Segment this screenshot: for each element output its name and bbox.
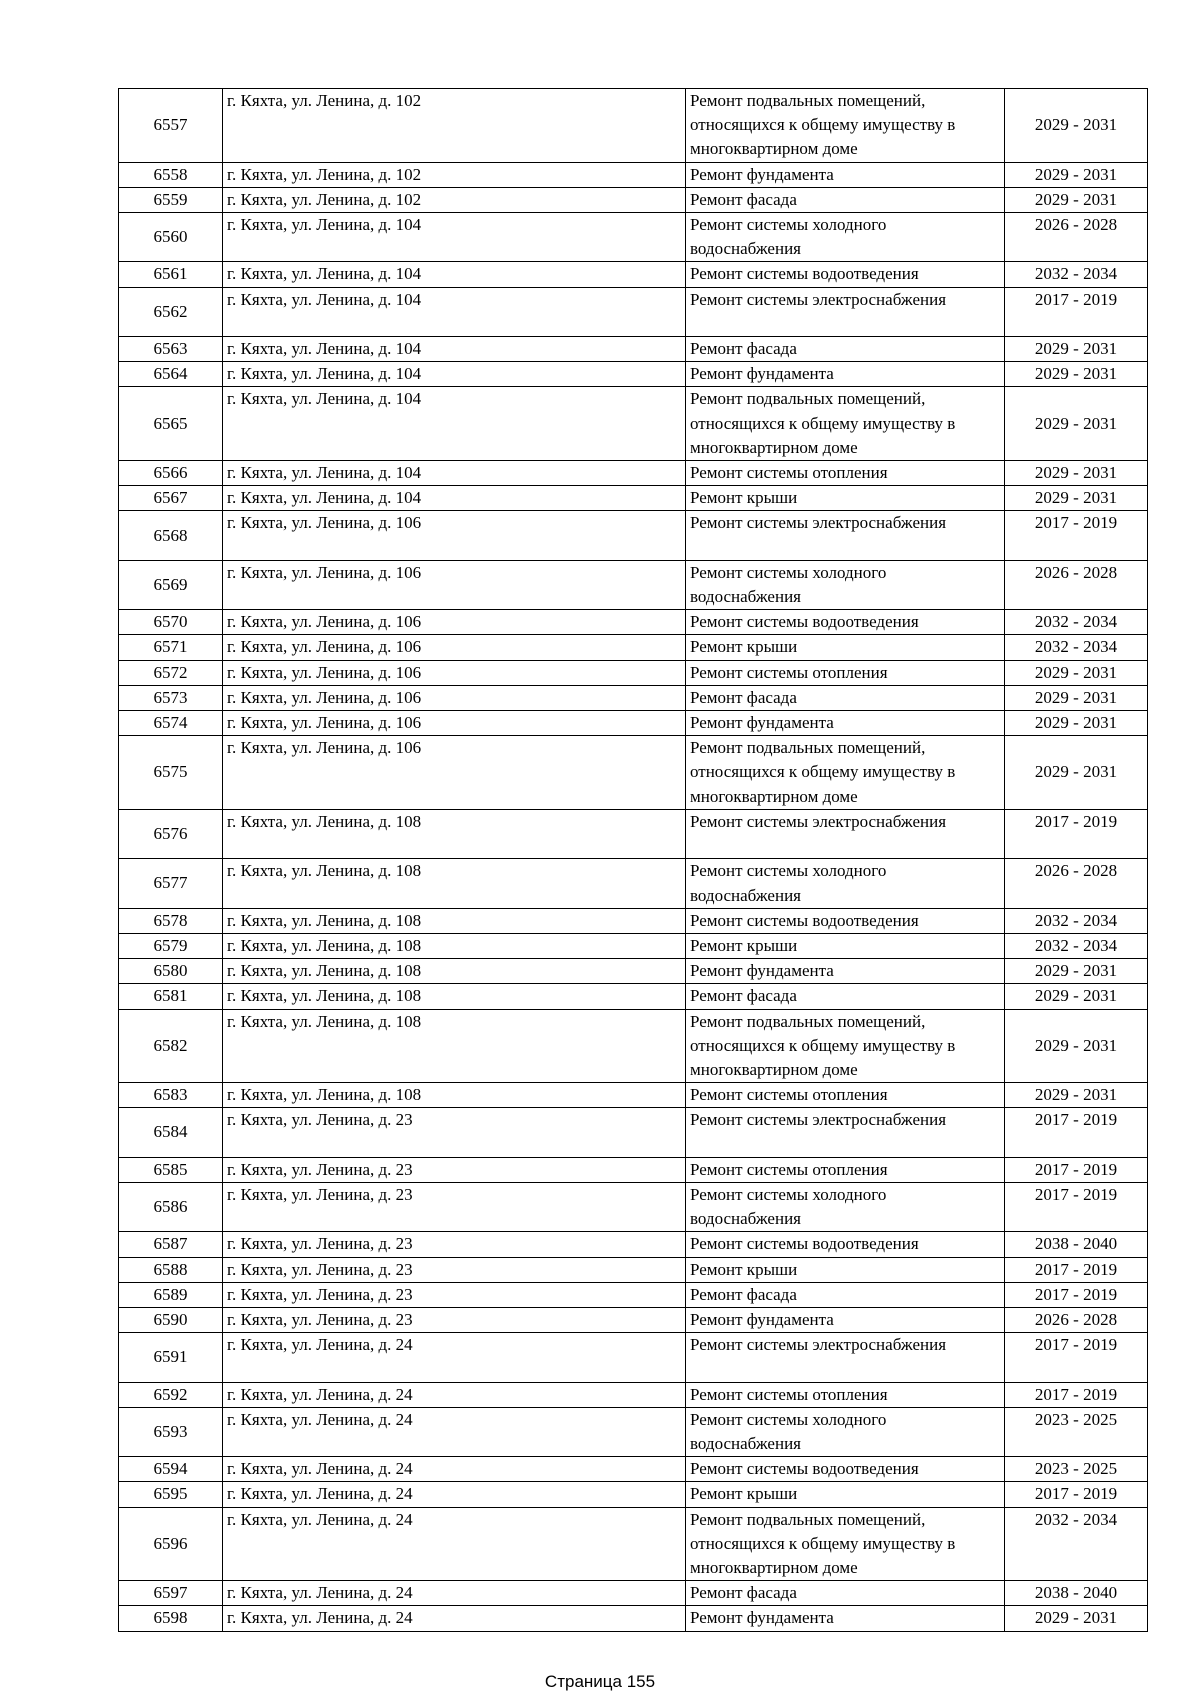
period-cell: 2029 - 2031 <box>1005 1083 1148 1108</box>
work-type-line: водоснабжения <box>690 1433 801 1453</box>
address-cell: г. Кяхта, ул. Ленина, д. 102 <box>223 162 686 187</box>
address-cell: г. Кяхта, ул. Ленина, д. 23 <box>223 1307 686 1332</box>
work-type-line: Ремонт системы отопления <box>690 1159 888 1179</box>
table-row <box>119 1182 1148 1231</box>
period-cell: 2017 - 2019 <box>1005 1182 1148 1231</box>
row-number: 6567 <box>119 486 223 511</box>
address-cell: г. Кяхта, ул. Ленина, д. 24 <box>223 1407 686 1456</box>
address-cell: г. Кяхта, ул. Ленина, д. 23 <box>223 1257 686 1282</box>
period-cell: 2029 - 2031 <box>1005 162 1148 187</box>
work-type-cell <box>686 711 1005 736</box>
table-row <box>119 610 1148 635</box>
work-type-cell <box>686 287 1005 336</box>
work-type-line: Ремонт системы отопления <box>690 463 888 483</box>
table-row <box>119 1157 1148 1182</box>
work-type-cell <box>686 959 1005 984</box>
table-row <box>119 187 1148 212</box>
period-cell: 2029 - 2031 <box>1005 711 1148 736</box>
work-type-line: относящихся к общему имуществу в <box>690 762 956 782</box>
work-type-line: многоквартирном доме <box>690 1059 858 1079</box>
row-number: 6571 <box>119 635 223 660</box>
period-cell: 2029 - 2031 <box>1005 685 1148 710</box>
table-row <box>119 1382 1148 1407</box>
period-cell: 2038 - 2040 <box>1005 1581 1148 1606</box>
row-number: 6569 <box>119 560 223 609</box>
period-cell: 2032 - 2034 <box>1005 1507 1148 1581</box>
address-cell: г. Кяхта, ул. Ленина, д. 24 <box>223 1382 686 1407</box>
work-type-line: водоснабжения <box>690 885 801 905</box>
table-row <box>119 635 1148 660</box>
address-cell: г. Кяхта, ул. Ленина, д. 24 <box>223 1457 686 1482</box>
work-type-cell <box>686 337 1005 362</box>
address-cell: г. Кяхта, ул. Ленина, д. 23 <box>223 1232 686 1257</box>
period-cell: 2029 - 2031 <box>1005 1009 1148 1083</box>
address-cell: г. Кяхта, ул. Ленина, д. 104 <box>223 262 686 287</box>
row-number: 6591 <box>119 1333 223 1382</box>
work-type-cell <box>686 809 1005 858</box>
address-cell: г. Кяхта, ул. Ленина, д. 24 <box>223 1581 686 1606</box>
row-number: 6585 <box>119 1157 223 1182</box>
row-number: 6568 <box>119 511 223 560</box>
table-row <box>119 1482 1148 1507</box>
work-type-cell <box>686 685 1005 710</box>
period-cell: 2029 - 2031 <box>1005 362 1148 387</box>
work-type-cell <box>686 1282 1005 1307</box>
table-row <box>119 859 1148 908</box>
address-cell: г. Кяхта, ул. Ленина, д. 108 <box>223 933 686 958</box>
work-type-line: многоквартирном доме <box>690 1557 858 1577</box>
work-type-line: Ремонт системы водоотведения <box>690 910 919 930</box>
work-type-cell <box>686 908 1005 933</box>
work-type-line: Ремонт системы электроснабжения <box>690 1110 947 1130</box>
work-type-line: Ремонт фундамента <box>690 364 834 384</box>
work-type-line: Ремонт фундамента <box>690 1309 834 1329</box>
work-type-line: Ремонт фундамента <box>690 961 834 981</box>
work-type-line: Ремонт системы отопления <box>690 1384 888 1404</box>
work-type-cell <box>686 635 1005 660</box>
table-row <box>119 959 1148 984</box>
work-type-line: Ремонт системы отопления <box>690 662 888 682</box>
address-cell: г. Кяхта, ул. Ленина, д. 24 <box>223 1333 686 1382</box>
work-type-line: Ремонт системы холодного <box>690 1409 887 1429</box>
row-number: 6562 <box>119 287 223 336</box>
period-cell: 2023 - 2025 <box>1005 1407 1148 1456</box>
row-number: 6575 <box>119 736 223 810</box>
row-number: 6563 <box>119 337 223 362</box>
work-type-line: Ремонт фасада <box>690 339 797 359</box>
period-cell: 2017 - 2019 <box>1005 1333 1148 1382</box>
address-cell: г. Кяхта, ул. Ленина, д. 23 <box>223 1108 686 1157</box>
period-cell: 2029 - 2031 <box>1005 486 1148 511</box>
table-row <box>119 262 1148 287</box>
work-type-line: Ремонт системы электроснабжения <box>690 289 947 309</box>
row-number: 6592 <box>119 1382 223 1407</box>
work-type-line: относящихся к общему имуществу в <box>690 115 956 135</box>
work-type-cell <box>686 1606 1005 1631</box>
period-cell: 2023 - 2025 <box>1005 1457 1148 1482</box>
work-type-line: Ремонт системы водоотведения <box>690 1234 919 1254</box>
address-cell: г. Кяхта, ул. Ленина, д. 106 <box>223 660 686 685</box>
row-number: 6598 <box>119 1606 223 1631</box>
period-cell: 2029 - 2031 <box>1005 984 1148 1009</box>
table-row <box>119 1083 1148 1108</box>
address-cell: г. Кяхта, ул. Ленина, д. 106 <box>223 511 686 560</box>
work-type-line: относящихся к общему имуществу в <box>690 1035 956 1055</box>
table-row <box>119 984 1148 1009</box>
row-number: 6574 <box>119 711 223 736</box>
work-type-line: Ремонт крыши <box>690 935 798 955</box>
work-type-cell <box>686 162 1005 187</box>
period-cell: 2029 - 2031 <box>1005 660 1148 685</box>
work-type-cell <box>686 1507 1005 1581</box>
row-number: 6586 <box>119 1182 223 1231</box>
work-type-line: Ремонт системы холодного <box>690 861 887 881</box>
table-row <box>119 89 1148 163</box>
period-cell: 2026 - 2028 <box>1005 213 1148 262</box>
repair-schedule-table <box>118 88 1148 1632</box>
work-type-line: Ремонт системы холодного <box>690 1184 887 1204</box>
address-cell: г. Кяхта, ул. Ленина, д. 104 <box>223 287 686 336</box>
address-cell: г. Кяхта, ул. Ленина, д. 24 <box>223 1606 686 1631</box>
table-row <box>119 337 1148 362</box>
address-cell: г. Кяхта, ул. Ленина, д. 104 <box>223 461 686 486</box>
address-cell: г. Кяхта, ул. Ленина, д. 106 <box>223 635 686 660</box>
period-cell: 2038 - 2040 <box>1005 1232 1148 1257</box>
work-type-cell <box>686 1182 1005 1231</box>
period-cell: 2029 - 2031 <box>1005 89 1148 163</box>
row-number: 6559 <box>119 187 223 212</box>
table-row <box>119 1108 1148 1157</box>
table-row <box>119 711 1148 736</box>
work-type-line: Ремонт фундамента <box>690 1608 834 1628</box>
work-type-line: Ремонт крыши <box>690 1484 798 1504</box>
row-number: 6597 <box>119 1581 223 1606</box>
work-type-line: Ремонт подвальных помещений, <box>690 1509 926 1529</box>
table-row <box>119 1507 1148 1581</box>
period-cell: 2026 - 2028 <box>1005 859 1148 908</box>
work-type-line: Ремонт системы электроснабжения <box>690 1335 947 1355</box>
work-type-line: Ремонт подвальных помещений, <box>690 1011 926 1031</box>
table-row <box>119 809 1148 858</box>
work-type-line: Ремонт системы водоотведения <box>690 612 919 632</box>
work-type-line: относящихся к общему имуществу в <box>690 413 956 433</box>
period-cell: 2029 - 2031 <box>1005 736 1148 810</box>
work-type-line: Ремонт системы холодного <box>690 215 887 235</box>
work-type-line: Ремонт крыши <box>690 1259 798 1279</box>
work-type-cell <box>686 660 1005 685</box>
row-number: 6558 <box>119 162 223 187</box>
work-type-cell <box>686 1457 1005 1482</box>
address-cell: г. Кяхта, ул. Ленина, д. 108 <box>223 859 686 908</box>
row-number: 6566 <box>119 461 223 486</box>
work-type-line: многоквартирном доме <box>690 437 858 457</box>
work-type-line: Ремонт системы водоотведения <box>690 264 919 284</box>
table-row <box>119 1606 1148 1631</box>
work-type-line: Ремонт подвальных помещений, <box>690 91 926 110</box>
row-number: 6590 <box>119 1307 223 1332</box>
work-type-line: Ремонт фундамента <box>690 713 834 733</box>
work-type-cell <box>686 213 1005 262</box>
address-cell: г. Кяхта, ул. Ленина, д. 108 <box>223 908 686 933</box>
period-cell: 2032 - 2034 <box>1005 262 1148 287</box>
row-number: 6561 <box>119 262 223 287</box>
work-type-cell <box>686 1108 1005 1157</box>
work-type-cell <box>686 387 1005 461</box>
table-row <box>119 461 1148 486</box>
row-number: 6579 <box>119 933 223 958</box>
address-cell: г. Кяхта, ул. Ленина, д. 104 <box>223 213 686 262</box>
table-row <box>119 1009 1148 1083</box>
work-type-cell <box>686 1009 1005 1083</box>
table-row <box>119 1282 1148 1307</box>
row-number: 6577 <box>119 859 223 908</box>
table-row <box>119 933 1148 958</box>
work-type-line: многоквартирном доме <box>690 786 858 806</box>
work-type-cell <box>686 511 1005 560</box>
table-row <box>119 685 1148 710</box>
table-row <box>119 908 1148 933</box>
work-type-cell <box>686 984 1005 1009</box>
table-row <box>119 1232 1148 1257</box>
period-cell: 2032 - 2034 <box>1005 908 1148 933</box>
row-number: 6596 <box>119 1507 223 1581</box>
period-cell: 2017 - 2019 <box>1005 1282 1148 1307</box>
work-type-cell <box>686 610 1005 635</box>
work-type-cell <box>686 1083 1005 1108</box>
work-type-cell <box>686 1307 1005 1332</box>
work-type-cell <box>686 461 1005 486</box>
row-number: 6565 <box>119 387 223 461</box>
table-body <box>119 89 1148 1632</box>
work-type-line: Ремонт крыши <box>690 488 798 508</box>
address-cell: г. Кяхта, ул. Ленина, д. 106 <box>223 610 686 635</box>
work-type-line: многоквартирном доме <box>690 139 858 159</box>
table-row <box>119 287 1148 336</box>
row-number: 6583 <box>119 1083 223 1108</box>
work-type-line: Ремонт фасада <box>690 189 797 209</box>
period-cell: 2017 - 2019 <box>1005 809 1148 858</box>
work-type-cell <box>686 1407 1005 1456</box>
address-cell: г. Кяхта, ул. Ленина, д. 23 <box>223 1182 686 1231</box>
address-cell: г. Кяхта, ул. Ленина, д. 108 <box>223 984 686 1009</box>
work-type-line: Ремонт фасада <box>690 687 797 707</box>
work-type-cell <box>686 859 1005 908</box>
work-type-line: Ремонт системы водоотведения <box>690 1459 919 1479</box>
period-cell: 2017 - 2019 <box>1005 511 1148 560</box>
work-type-line: Ремонт фасада <box>690 1284 797 1304</box>
work-type-line: Ремонт подвальных помещений, <box>690 389 926 409</box>
row-number: 6572 <box>119 660 223 685</box>
table-row <box>119 511 1148 560</box>
work-type-line: Ремонт фасада <box>690 1583 797 1603</box>
table-row <box>119 560 1148 609</box>
work-type-cell <box>686 1581 1005 1606</box>
address-cell: г. Кяхта, ул. Ленина, д. 108 <box>223 959 686 984</box>
table-row <box>119 1581 1148 1606</box>
row-number: 6593 <box>119 1407 223 1456</box>
work-type-cell <box>686 1333 1005 1382</box>
address-cell: г. Кяхта, ул. Ленина, д. 104 <box>223 387 686 461</box>
row-number: 6582 <box>119 1009 223 1083</box>
address-cell: г. Кяхта, ул. Ленина, д. 106 <box>223 560 686 609</box>
address-cell: г. Кяхта, ул. Ленина, д. 108 <box>223 1009 686 1083</box>
period-cell: 2017 - 2019 <box>1005 287 1148 336</box>
table-row <box>119 387 1148 461</box>
period-cell: 2026 - 2028 <box>1005 560 1148 609</box>
address-cell: г. Кяхта, ул. Ленина, д. 104 <box>223 486 686 511</box>
table-row <box>119 1457 1148 1482</box>
period-cell: 2029 - 2031 <box>1005 1606 1148 1631</box>
row-number: 6578 <box>119 908 223 933</box>
address-cell: г. Кяхта, ул. Ленина, д. 23 <box>223 1157 686 1182</box>
address-cell: г. Кяхта, ул. Ленина, д. 106 <box>223 711 686 736</box>
period-cell: 2032 - 2034 <box>1005 635 1148 660</box>
work-type-line: водоснабжения <box>690 587 801 607</box>
table-row <box>119 486 1148 511</box>
work-type-cell <box>686 187 1005 212</box>
period-cell: 2029 - 2031 <box>1005 461 1148 486</box>
period-cell: 2017 - 2019 <box>1005 1382 1148 1407</box>
work-type-cell <box>686 560 1005 609</box>
row-number: 6581 <box>119 984 223 1009</box>
table-row <box>119 362 1148 387</box>
work-type-cell <box>686 1482 1005 1507</box>
period-cell: 2017 - 2019 <box>1005 1482 1148 1507</box>
work-type-cell <box>686 1382 1005 1407</box>
row-number: 6573 <box>119 685 223 710</box>
work-type-cell <box>686 933 1005 958</box>
address-cell: г. Кяхта, ул. Ленина, д. 104 <box>223 362 686 387</box>
work-type-cell <box>686 736 1005 810</box>
table-row <box>119 1407 1148 1456</box>
work-type-cell <box>686 1157 1005 1182</box>
work-type-line: Ремонт фасада <box>690 986 797 1006</box>
period-cell: 2032 - 2034 <box>1005 610 1148 635</box>
row-number: 6589 <box>119 1282 223 1307</box>
work-type-line: относящихся к общему имуществу в <box>690 1533 956 1553</box>
page-number: Страница 155 <box>544 1672 656 1691</box>
table-row <box>119 162 1148 187</box>
address-cell: г. Кяхта, ул. Ленина, д. 24 <box>223 1482 686 1507</box>
period-cell: 2026 - 2028 <box>1005 1307 1148 1332</box>
work-type-cell <box>686 362 1005 387</box>
address-cell: г. Кяхта, ул. Ленина, д. 108 <box>223 809 686 858</box>
row-number: 6595 <box>119 1482 223 1507</box>
work-type-cell <box>686 1232 1005 1257</box>
table-row <box>119 736 1148 810</box>
row-number: 6557 <box>119 89 223 163</box>
address-cell: г. Кяхта, ул. Ленина, д. 102 <box>223 187 686 212</box>
work-type-line: Ремонт системы отопления <box>690 1085 888 1105</box>
period-cell: 2017 - 2019 <box>1005 1108 1148 1157</box>
work-type-line: водоснабжения <box>690 239 801 259</box>
work-type-cell <box>686 1257 1005 1282</box>
address-cell: г. Кяхта, ул. Ленина, д. 104 <box>223 337 686 362</box>
period-cell: 2029 - 2031 <box>1005 337 1148 362</box>
work-type-line: Ремонт фундамента <box>690 164 834 184</box>
work-type-line: Ремонт системы холодного <box>690 562 887 582</box>
work-type-line: Ремонт системы электроснабжения <box>690 513 947 533</box>
work-type-line: Ремонт подвальных помещений, <box>690 738 926 758</box>
work-type-line: водоснабжения <box>690 1209 801 1229</box>
address-cell: г. Кяхта, ул. Ленина, д. 102 <box>223 89 686 163</box>
address-cell: г. Кяхта, ул. Ленина, д. 108 <box>223 1083 686 1108</box>
table-row <box>119 660 1148 685</box>
address-cell: г. Кяхта, ул. Ленина, д. 24 <box>223 1507 686 1581</box>
work-type-cell <box>686 486 1005 511</box>
row-number: 6588 <box>119 1257 223 1282</box>
address-cell: г. Кяхта, ул. Ленина, д. 106 <box>223 736 686 810</box>
table-row <box>119 1333 1148 1382</box>
row-number: 6580 <box>119 959 223 984</box>
period-cell: 2029 - 2031 <box>1005 387 1148 461</box>
row-number: 6587 <box>119 1232 223 1257</box>
work-type-line: Ремонт системы электроснабжения <box>690 811 947 831</box>
row-number: 6560 <box>119 213 223 262</box>
period-cell: 2032 - 2034 <box>1005 933 1148 958</box>
period-cell: 2017 - 2019 <box>1005 1157 1148 1182</box>
table-row <box>119 1307 1148 1332</box>
work-type-cell <box>686 262 1005 287</box>
table-row <box>119 213 1148 262</box>
row-number: 6564 <box>119 362 223 387</box>
period-cell: 2017 - 2019 <box>1005 1257 1148 1282</box>
address-cell: г. Кяхта, ул. Ленина, д. 106 <box>223 685 686 710</box>
period-cell: 2029 - 2031 <box>1005 959 1148 984</box>
row-number: 6576 <box>119 809 223 858</box>
row-number: 6584 <box>119 1108 223 1157</box>
work-type-line: Ремонт крыши <box>690 637 798 657</box>
row-number: 6594 <box>119 1457 223 1482</box>
address-cell: г. Кяхта, ул. Ленина, д. 23 <box>223 1282 686 1307</box>
table-row <box>119 1257 1148 1282</box>
work-type-cell <box>686 89 1005 163</box>
period-cell: 2029 - 2031 <box>1005 187 1148 212</box>
row-number: 6570 <box>119 610 223 635</box>
